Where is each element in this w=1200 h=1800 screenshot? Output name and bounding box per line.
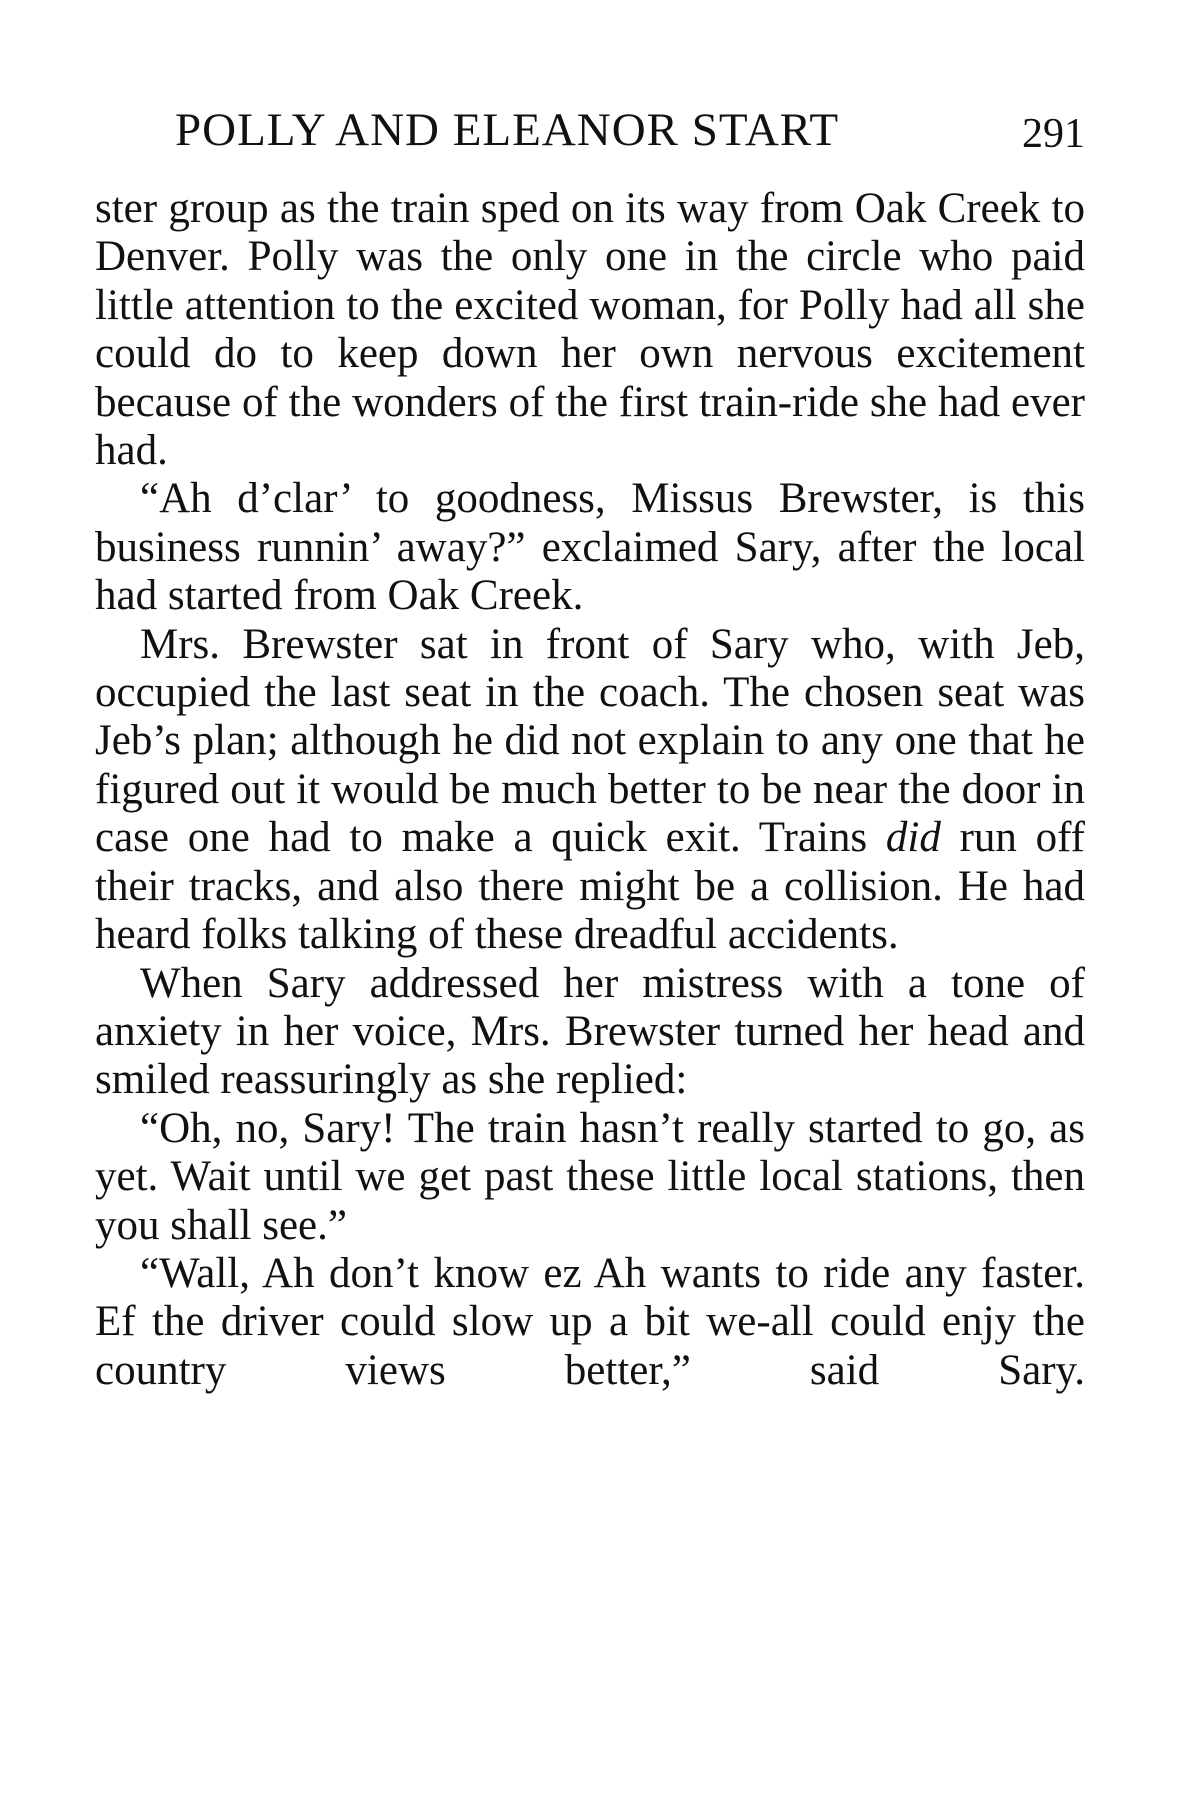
paragraph-1: ster group as the train sped on its way from Oak Creek to Denver. Polly was the only one in the circle who paid little attention to the excited woman, for Polly had all she could do to keep down her own nervous excitement because of the wonders of the first train-ride she had ever had. [95,185,1085,475]
paragraph-5: “Oh, no, Sary! The train hasn’t really started to go, as yet. Wait until we get past these little local stations, then you shall see.” [95,1104,1085,1249]
emphasized-word: did [885,814,941,862]
paragraph-3 [95,621,1085,960]
paragraph-3-text-before: Mrs. Brewster sat in front of Sary who, with Jeb, occupied the last seat in the coach. The chosen seat was Jeb’s plan; although he did not explain to any one that he figured out it would be much better to be near the door in case one had to make a quick exit. Trains [95,620,1085,862]
page-header [95,100,1085,160]
page-number: 291 [1022,111,1085,157]
paragraph-2: “Ah d’clar’ to goodness, Missus Brewster, is this business runnin’ away?” exclaimed Sary, after the local had started from Oak Creek. [95,475,1085,620]
running-head: POLLY AND ELEANOR START [175,104,840,156]
paragraph-3-text-after: run off their tracks, and also there might be a collision. He had heard folks talking of these dreadful accidents. [95,814,1086,959]
paragraph-6: “Wall, Ah don’t know ez Ah wants to ride any faster. Ef the driver could slow up a bit we-all could enjy the country views better,” said Sary. [95,1249,1085,1394]
body-text [95,185,1085,1395]
paragraph-4: When Sary addressed her mistress with a tone of anxiety in her voice, Mrs. Brewster turned her head and smiled reassuringly as she replied: [95,959,1085,1104]
